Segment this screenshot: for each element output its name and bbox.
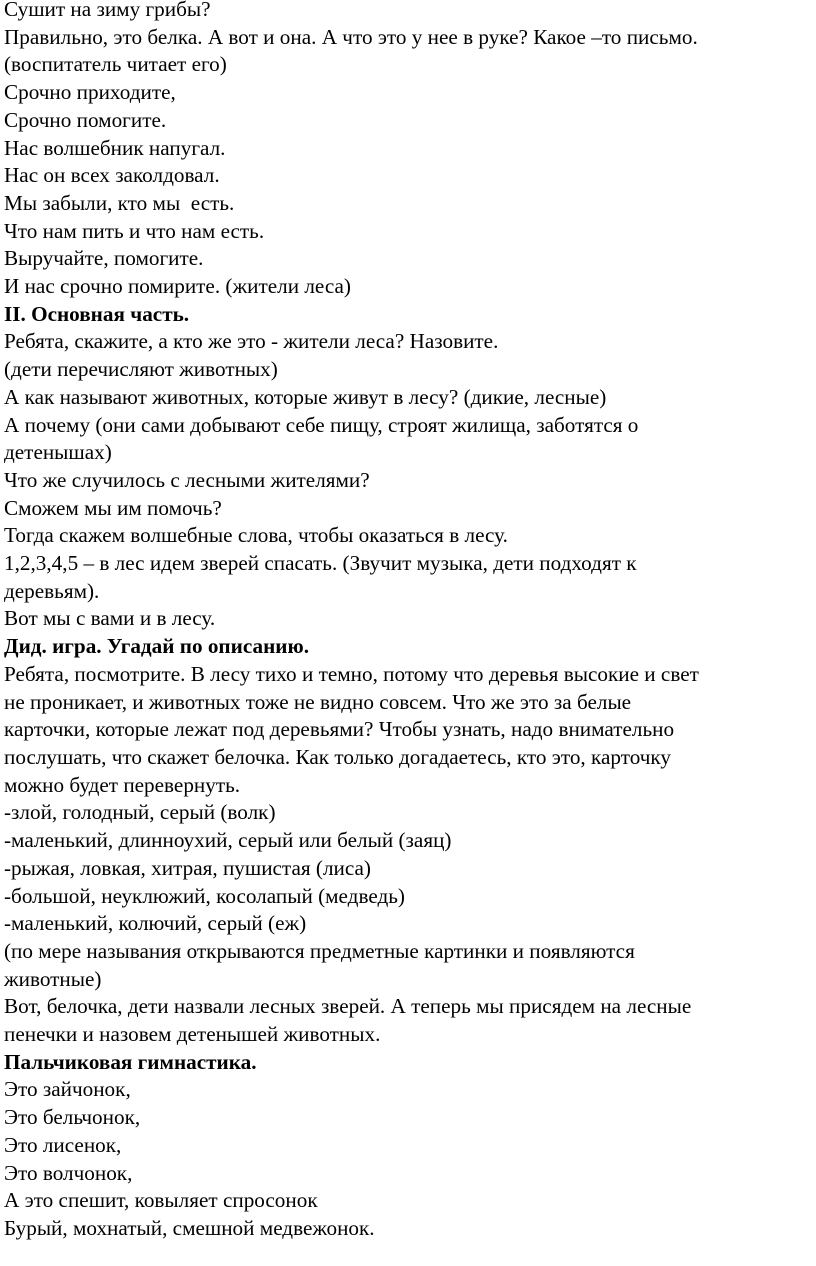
text-line: И нас срочно помирите. (жители леса) [4, 274, 351, 299]
text-line: Что нам пить и что нам есть. [4, 218, 265, 243]
text-line: -рыжая, ловкая, хитрая, пушистая (лиса) [4, 855, 371, 880]
text-line: животные) [4, 966, 102, 991]
text-line: Правильно, это белка. А вот и она. А что это у нее в руке? Какое –то письмо. [4, 24, 698, 49]
text-line: Это волчонок, [4, 1160, 133, 1185]
section-heading: II. Основная часть. [4, 301, 190, 326]
text-line: пенечки и назовем детенышей животных. [4, 1022, 381, 1047]
text-line: Сможем мы им помочь? [4, 495, 222, 520]
section-heading: Дид. игра. Угадай по описанию. [4, 634, 310, 659]
text-line: (по мере называния открываются предметные картинки и появляются [4, 938, 635, 963]
text-line: А почему (они сами добывают себе пищу, строят жилища, заботятся о [4, 412, 639, 437]
text-line: Срочно приходите, [4, 80, 176, 105]
text-line: (воспитатель читает его) [4, 52, 227, 77]
section-heading: Пальчиковая гимнастика. [4, 1049, 257, 1074]
text-line: -маленький, длинноухий, серый или белый (заяц) [4, 828, 452, 853]
text-line: Мы забыли, кто мы есть. [4, 190, 235, 215]
text-line: -злой, голодный, серый (волк) [4, 800, 276, 825]
text-line: Сушит на зиму грибы? [4, 0, 211, 21]
text-line: -маленький, колючий, серый (еж) [4, 911, 307, 936]
text-line: А как называют животных, которые живут в лесу? (дикие, лесные) [4, 384, 607, 409]
text-line: послушать, что скажет белочка. Как только догадаетесь, кто это, карточку [4, 744, 671, 769]
text-line: Тогда скажем волшебные слова, чтобы оказаться в лесу. [4, 523, 508, 548]
text-line: Вот мы с вами и в лесу. [4, 606, 216, 631]
text-line: 1,2,3,4,5 – в лес идем зверей спасать. (Звучит музыка, дети подходят к [4, 551, 637, 576]
text-line: Это лисенок, [4, 1132, 122, 1157]
text-line: карточки, которые лежат под деревьями? Чтобы узнать, надо внимательно [4, 717, 675, 742]
text-line: Выручайте, помогите. [4, 246, 204, 271]
text-line: можно будет перевернуть. [4, 772, 241, 797]
text-line: Что же случилось с лесными жителями? [4, 467, 370, 492]
text-line: Бурый, мохнатый, смешной медвежонок. [4, 1215, 375, 1240]
text-line: Срочно помогите. [4, 107, 167, 132]
text-line: -большой, неуклюжий, косолапый (медведь) [4, 883, 405, 908]
text-line: Нас волшебник напугал. [4, 135, 226, 160]
text-line: Вот, белочка, дети назвали лесных зверей. А теперь мы присядем на лесные [4, 994, 692, 1019]
text-line: Нас он всех заколдовал. [4, 163, 220, 188]
text-line: Это бельчонок, [4, 1105, 141, 1130]
text-line: детенышах) [4, 440, 112, 465]
text-line: Это зайчонок, [4, 1077, 131, 1102]
text-line: А это спешит, ковыляет спросонок [4, 1188, 318, 1213]
text-line: Ребята, посмотрите. В лесу тихо и темно, потому что деревья высокие и свет [4, 661, 699, 686]
text-line: не проникает, и животных тоже не видно совсем. Что же это за белые [4, 689, 632, 714]
text-line: деревьям). [4, 578, 100, 603]
text-line: (дети перечисляют животных) [4, 357, 278, 382]
text-line: Ребята, скажите, а кто же это - жители леса? Назовите. [4, 329, 499, 354]
